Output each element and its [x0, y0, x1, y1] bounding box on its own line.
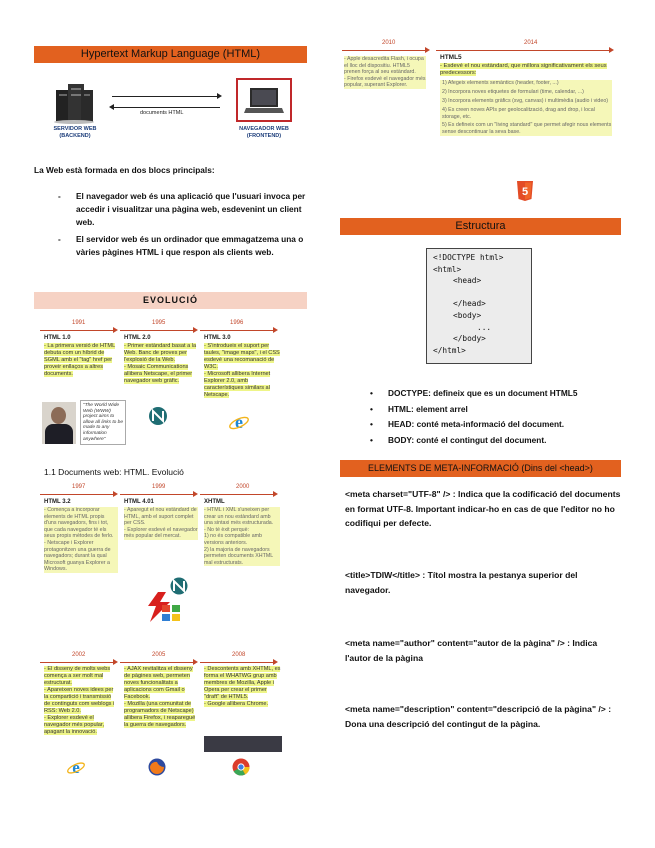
version-name: HTML 3.2: [44, 499, 71, 505]
year-label: 2010: [382, 40, 396, 46]
version-text: - Aparegut el nou estàndard de HTML, amb el suport complet per CSS. - Explorer esdevé el navegador més popular del mercat.: [124, 507, 198, 540]
internet-explorer-icon: [228, 412, 250, 432]
timeline-col: [44, 335, 116, 378]
section-title: 1.1 Documents web: HTML. Evolució: [44, 467, 184, 477]
arrowhead: [609, 47, 614, 53]
version-text: - Comença a incorporar elements de HTML propis d'uns navegadors, fins i tot, que cada navegador té els seus propis mètodes de ferlo. - Netscape i Explorer protagonitzen una guerra de navegadors; durant la qual Microsoft guanya Explorer a Windows.: [44, 507, 118, 573]
code-line: </body>: [453, 334, 486, 344]
server-label: SERVIDOR WEB (BACKEND): [53, 126, 97, 139]
laptop-icon: [244, 86, 284, 116]
arrowhead-right: [217, 93, 222, 99]
code-line: <head>: [453, 276, 482, 286]
timeline-arrow: [342, 50, 426, 51]
version-text: - El disseny de molts webs comença a ser molt mal estructurat. - Apareixen noves idees per la compartició i transmissió de continguts com weblogs i RSS: Web 2.0. - Explorer esdevé el navegador més popular, apagant la innovació.: [44, 666, 115, 735]
meta-author-item: <meta name="author" content="autor de la pàgina" /> : Indica l'autor de la pàgina: [345, 638, 598, 663]
timeline-col: [44, 666, 118, 736]
bullet-dot: •: [370, 403, 373, 414]
timeline-arrow: [200, 494, 274, 495]
list-item: 5) Es defineix com un "living standard" que permet afegir nous elements sense descontinuar la seva base.: [442, 122, 612, 136]
version-text: - S'introdueix el suport per taules, "image maps", i el CSS esdevé una recomanació de W3C. - Microsoft allibera Internet Explorer 2.0, amb característiques similars al Netscape.: [204, 343, 280, 398]
meta-description-item: <meta name="description" content="descripció de la pàgina" /> : Dona una descripció del contingut de la pàgina.: [345, 704, 612, 729]
year-label: 1995: [152, 320, 166, 326]
version-text: - La primera versió de HTML debuta com un híbrid de SGML amb el "tag" href per proveir enllaços a altres documents.: [44, 343, 116, 377]
code-example: [426, 248, 532, 364]
year-label: 1996: [230, 320, 244, 326]
version-name: HTML5: [440, 54, 462, 61]
arrowhead: [113, 659, 118, 665]
version-name: HTML 3.0: [204, 335, 231, 341]
quote-thumbnail: [204, 736, 282, 752]
version-text: - Primer estàndard basat a la Web. Banc de proves per l'explosió de la Web. - Mosaic Communications allibera Netscape, el primer navegador web gràfic.: [124, 343, 197, 384]
list-item: 3) Incorpora elements gràfics (svg, canvas) i multimèdia (audio i video): [442, 98, 609, 104]
svg-text:e: e: [235, 412, 243, 432]
version-text: - HTML i XML s'uneixen per crear un nou estàndard amb una sintaxi més estructurada. - No té èxit perquè: 1) no és compatible amb versions anteriors. 2) la majoria de navegadors permeten documents XHTML mal estructurats.: [204, 507, 280, 566]
code-line: <body>: [453, 310, 482, 320]
estructura-banner: Estructura: [340, 218, 621, 235]
portrait-photo: [42, 402, 76, 444]
arrowhead-left: [109, 104, 114, 110]
intro-text: La Web està formada en dos blocs principals:: [34, 165, 215, 175]
meta-banner: ELEMENTS DE META-INFORMACIÓ (Dins del <head>): [340, 460, 621, 477]
timeline-1997-2000: [40, 484, 310, 634]
code-line: <!DOCTYPE html>: [433, 253, 504, 262]
year-label: 2008: [232, 652, 246, 658]
request-arrow: [112, 96, 220, 97]
meta-charset-item: <meta charset="UTF-8" /> : Indica que la codificació del documents en format UTF-8. Important indicar-ho en cas de que l'editor no ho codifiqui per defecte.: [345, 489, 621, 528]
timeline-arrow: [436, 50, 610, 51]
arrowhead: [113, 327, 118, 333]
timeline-arrow: [120, 494, 194, 495]
firefox-icon: [148, 758, 166, 776]
timeline-2002-2008: [40, 652, 310, 782]
bullet-dot: •: [370, 388, 373, 398]
client-server-diagram: [40, 74, 310, 146]
code-line: [433, 287, 525, 299]
evolucio-banner: EVOLUCIÓ: [34, 292, 307, 309]
timeline-col: [204, 666, 282, 708]
blocks-list: [58, 190, 310, 259]
svg-text:5: 5: [521, 186, 529, 198]
html-banner: Hypertext Markup Language (HTML): [34, 46, 307, 63]
list-item: - El servidor web és un ordinador que emmagatzema una o vàries pàgines HTML i que respon als clients web.: [58, 234, 304, 257]
timeline-col: [124, 335, 198, 385]
arrowhead: [425, 47, 430, 53]
code-line: <html>: [433, 264, 462, 274]
meta-title-item: <title>TDIW</title> : Títol mostra la pestanya superior del navegador.: [345, 570, 578, 595]
structure-list: [370, 386, 620, 448]
arrowhead: [273, 327, 278, 333]
internet-explorer-icon: [66, 758, 86, 776]
code-line: </html>: [433, 345, 466, 355]
arrowhead: [273, 491, 278, 497]
bullet-dot: •: [370, 434, 373, 445]
timeline-col: [124, 666, 198, 729]
timeline-arrow: [120, 662, 194, 663]
list-item: • HTML: element arrel: [370, 402, 620, 418]
timeline-col: [44, 499, 118, 573]
list-item: • BODY: conté el contingut del document.: [370, 433, 620, 449]
version-text: - Descontents amb XHTML, es forma el WHATWG grup amb membres de Mozilla, Apple i Opera per crear el primer "draft" de HTML5. - Google allibera Chrome.: [204, 666, 281, 707]
version-name: HTML 2.0: [124, 335, 151, 341]
code-line: </head>: [453, 299, 486, 309]
version-text: - AJAX revitalitza el disseny de pàgines web, permeten noves funcionalitats a aplicacions com Gmail o Facebook. - Mozilla (una comunitat de programadors de Netscape) allibera Firefox, i reaparegué la guerra de navegadors.: [124, 666, 196, 728]
year-label: 2002: [72, 652, 86, 658]
server-icon: [54, 80, 96, 124]
dash-bullet: -: [58, 191, 61, 201]
timeline-col: [124, 499, 198, 540]
arrowhead: [193, 659, 198, 665]
client-label: NAVEGADOR WEB (FRONTEND): [239, 126, 289, 139]
timeline-arrow: [40, 662, 114, 663]
year-label: 2000: [236, 484, 250, 490]
timeline-arrow: [40, 494, 114, 495]
chrome-icon: [232, 758, 250, 776]
protocol-label: documents HTML: [140, 110, 184, 116]
timeline-arrow: [120, 330, 194, 331]
timeline-2010-2014: [340, 40, 620, 210]
html5-intro: - Esdevé el nou estàndard, que millora significativament els seus predecessors:: [440, 63, 607, 77]
response-arrow: [112, 107, 220, 108]
svg-text:e: e: [72, 758, 80, 776]
version-name: HTML 4.01: [124, 499, 154, 505]
year-label: 1999: [152, 484, 166, 490]
client-frame: [236, 78, 292, 122]
html5-logo-icon: [516, 180, 534, 202]
year-label: 2005: [152, 652, 166, 658]
year-label: 2014: [524, 40, 538, 46]
list-item: - El navegador web és una aplicació que l'usuari invoca per accedir i visualitzar una pàgina web, esdevenint un client web.: [58, 191, 306, 227]
code-line: ...: [477, 322, 492, 332]
timeline-arrow: [200, 330, 274, 331]
timeline-col: [204, 499, 280, 566]
timeline-col: [204, 335, 282, 399]
list-item: • DOCTYPE: defineix que es un document HTML5: [370, 386, 620, 402]
version-name: XHTML: [204, 499, 225, 505]
quote-box: "The World Wide Web (WWW) project aims to allow all links to be made to any information anywhere": [80, 400, 126, 445]
windows-explorer-icon: [160, 602, 184, 624]
list-item: • HEAD: conté meta-informació del document.: [370, 417, 620, 433]
year-label: 1997: [72, 484, 86, 490]
list-item: 4) Es creen noves APIs per geolocalització, drag and drop, i local storage, etc.: [442, 106, 595, 120]
html5-items: [440, 80, 612, 136]
list-item: 2) Incorpora noves etiquetes de formulari (time, calendar, ...): [442, 89, 584, 96]
html5-col: [440, 54, 612, 136]
arrowhead: [113, 491, 118, 497]
netscape-icon: [148, 406, 168, 426]
bullet-dot: •: [370, 419, 373, 429]
version-name: HTML 1.0: [44, 335, 71, 341]
version-text: - Apple desacredita Flash, i ocupa el lloc del dispositiu. HTML5 prenen força al seu estàndard. - Firefox esdevé el navegador més popular, superant Explorer.: [344, 56, 426, 89]
arrowhead: [193, 327, 198, 333]
dash-bullet: -: [58, 234, 61, 244]
year-label: 1991: [72, 320, 86, 326]
timeline-arrow: [200, 662, 274, 663]
list-item: 1) Afegeix elements semàntics (header, footer, ...): [442, 80, 559, 87]
arrowhead: [273, 659, 278, 665]
timeline-arrow: [40, 330, 114, 331]
arrowhead: [193, 491, 198, 497]
timeline-1991-1996: [40, 320, 310, 455]
